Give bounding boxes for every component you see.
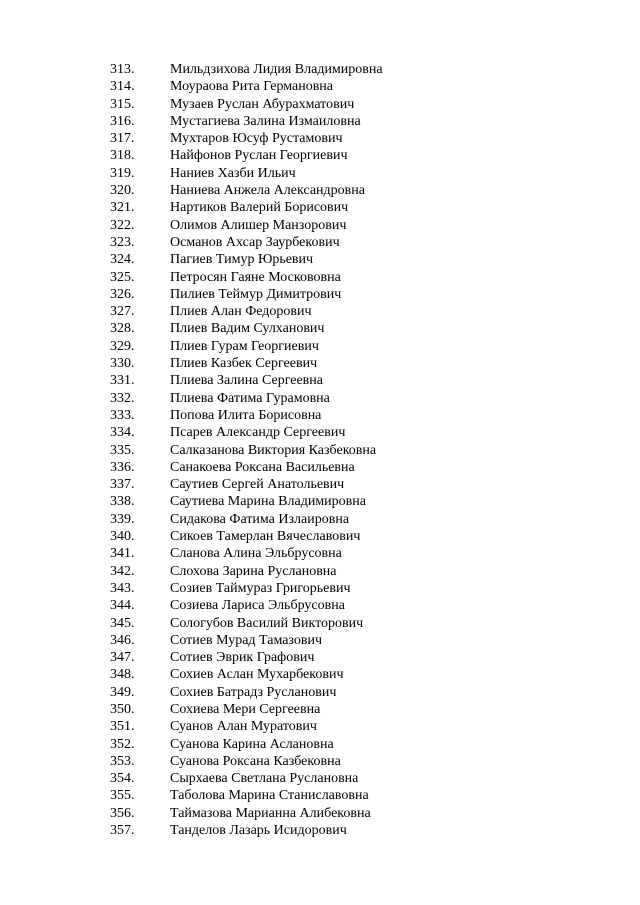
- list-item: [0, 684, 640, 701]
- entry-name: Танделов Лазарь Исидорович: [170, 823, 347, 839]
- entry-number: 323.: [110, 234, 135, 250]
- list-item: [0, 182, 640, 199]
- entry-number: 350.: [110, 701, 135, 717]
- list-item: [0, 286, 640, 303]
- entry-name: Санакоева Роксана Васильевна: [170, 459, 355, 475]
- entry-name: Сидакова Фатима Излаировна: [170, 511, 350, 527]
- entry-name: Плиев Алан Федорович: [170, 304, 312, 320]
- entry-name: Попова Илита Борисовна: [170, 407, 322, 423]
- list-item: [0, 666, 640, 683]
- list-item: [0, 736, 640, 753]
- entry-name: Плиев Вадим Сулханович: [170, 321, 325, 337]
- entry-number: 333.: [110, 407, 135, 423]
- entry-name: Мухтаров Юсуф Рустамович: [170, 131, 343, 147]
- entry-number: 340.: [110, 529, 135, 545]
- entry-name: Плиев Гурам Георгиевич: [170, 338, 319, 354]
- list-item: [0, 320, 640, 337]
- entry-name: Сохиев Аслан Мухарбекович: [170, 667, 344, 683]
- entry-number: 326.: [110, 286, 135, 302]
- entry-name: Таймазова Марианна Алибековна: [170, 805, 371, 821]
- entry-name: Найфонов Руслан Георгиевич: [170, 148, 348, 164]
- entry-number: 331.: [110, 373, 135, 389]
- list-item: [0, 615, 640, 632]
- entry-name: Салказанова Виктория Казбековна: [170, 442, 377, 458]
- list-item: [0, 632, 640, 649]
- entry-number: 321.: [110, 200, 135, 216]
- entry-number: 344.: [110, 598, 135, 614]
- list-item: [0, 269, 640, 286]
- entry-name: Олимов Алишер Манзорович: [170, 217, 347, 233]
- entry-number: 352.: [110, 736, 135, 752]
- entry-number: 356.: [110, 805, 135, 821]
- entry-number: 349.: [110, 684, 135, 700]
- list-item: [0, 649, 640, 666]
- entry-name: Сикоев Тамерлан Вячеславович: [170, 529, 361, 545]
- list-item: [0, 113, 640, 130]
- entry-number: 355.: [110, 788, 135, 804]
- entry-name: Сотиев Эврик Графович: [170, 650, 315, 666]
- entry-number: 325.: [110, 269, 135, 285]
- list-item: [0, 147, 640, 164]
- entry-number: 314.: [110, 79, 135, 95]
- list-item: [0, 61, 640, 78]
- list-item: [0, 130, 640, 147]
- list-item: [0, 701, 640, 718]
- list-item: [0, 355, 640, 372]
- list-item: [0, 563, 640, 580]
- list-item: [0, 476, 640, 493]
- entry-name: Нартиков Валерий Борисович: [170, 200, 349, 216]
- entry-number: 346.: [110, 632, 135, 648]
- entry-number: 348.: [110, 667, 135, 683]
- entry-number: 337.: [110, 477, 135, 493]
- entry-number: 342.: [110, 563, 135, 579]
- entry-name: Суанов Алан Муратович: [170, 719, 317, 735]
- list-item: [0, 424, 640, 441]
- entry-number: 336.: [110, 459, 135, 475]
- entry-number: 318.: [110, 148, 135, 164]
- entry-name: Наниева Анжела Александровна: [170, 183, 365, 199]
- entry-name: Пилиев Теймур Димитрович: [170, 286, 342, 302]
- entry-name: Сланова Алина Эльбрусовна: [170, 546, 342, 562]
- entry-name: Сохиев Батрадз Русланович: [170, 684, 337, 700]
- entry-name: Сырхаева Светлана Руслановна: [170, 771, 359, 787]
- entry-number: 324.: [110, 252, 135, 268]
- list-item: [0, 493, 640, 510]
- entry-number: 320.: [110, 183, 135, 199]
- entry-name: Сотиев Мурад Тамазович: [170, 632, 323, 648]
- entry-number: 338.: [110, 494, 135, 510]
- entry-name: Пагиев Тимур Юрьевич: [170, 252, 314, 268]
- entry-name: Музаев Руслан Абурахматович: [170, 96, 355, 112]
- entry-number: 329.: [110, 338, 135, 354]
- entry-name: Моураова Рита Германовна: [170, 79, 334, 95]
- entry-name: Петросян Гаяне Москововна: [170, 269, 341, 285]
- list-item: [0, 165, 640, 182]
- list-item: [0, 597, 640, 614]
- entry-number: 339.: [110, 511, 135, 527]
- entry-name: Наниев Хазби Ильич: [170, 165, 296, 181]
- list-item: [0, 251, 640, 268]
- list-item: [0, 459, 640, 476]
- list-item: [0, 96, 640, 113]
- entry-name: Слохова Зарина Руслановна: [170, 563, 337, 579]
- entry-name: Плиева Фатима Гурамовна: [170, 390, 330, 406]
- list-item: [0, 390, 640, 407]
- entry-number: 335.: [110, 442, 135, 458]
- list-item: [0, 770, 640, 787]
- list-item: [0, 78, 640, 95]
- entry-number: 330.: [110, 356, 135, 372]
- entry-number: 328.: [110, 321, 135, 337]
- entry-name: Плиев Казбек Сергеевич: [170, 356, 318, 372]
- list-item: [0, 511, 640, 528]
- entry-name: Созиев Таймураз Григорьевич: [170, 580, 351, 596]
- entry-name: Мустагиева Залина Измаиловна: [170, 113, 361, 129]
- entry-number: 334.: [110, 425, 135, 441]
- entry-name: Суанова Карина Аслановна: [170, 736, 334, 752]
- entry-number: 354.: [110, 771, 135, 787]
- entry-name: Саутиева Марина Владимировна: [170, 494, 366, 510]
- list-item: [0, 199, 640, 216]
- name-list: [0, 61, 640, 839]
- list-item: [0, 407, 640, 424]
- list-item: [0, 718, 640, 735]
- entry-name: Таболова Марина Станиславовна: [170, 788, 369, 804]
- entry-number: 322.: [110, 217, 135, 233]
- entry-name: Османов Ахсар Заурбекович: [170, 234, 340, 250]
- list-item: [0, 580, 640, 597]
- entry-number: 332.: [110, 390, 135, 406]
- entry-number: 347.: [110, 650, 135, 666]
- list-item: [0, 217, 640, 234]
- entry-number: 327.: [110, 304, 135, 320]
- list-item: [0, 753, 640, 770]
- entry-name: Сологубов Василий Викторович: [170, 615, 364, 631]
- list-item: [0, 822, 640, 839]
- entry-number: 345.: [110, 615, 135, 631]
- entry-number: 317.: [110, 131, 135, 147]
- list-item: [0, 234, 640, 251]
- entry-number: 319.: [110, 165, 135, 181]
- list-item: [0, 545, 640, 562]
- entry-name: Сохиева Мери Сергеевна: [170, 701, 321, 717]
- entry-number: 357.: [110, 823, 135, 839]
- entry-name: Саутиев Сергей Анатольевич: [170, 477, 345, 493]
- entry-number: 341.: [110, 546, 135, 562]
- entry-name: Плиева Залина Сергеевна: [170, 373, 324, 389]
- list-item: [0, 805, 640, 822]
- list-item: [0, 442, 640, 459]
- entry-name: Псарев Александр Сергеевич: [170, 425, 346, 441]
- list-item: [0, 372, 640, 389]
- entry-number: 351.: [110, 719, 135, 735]
- entry-number: 343.: [110, 580, 135, 596]
- entry-number: 315.: [110, 96, 135, 112]
- entry-number: 353.: [110, 753, 135, 769]
- entry-number: 316.: [110, 113, 135, 129]
- entry-name: Мильдзихова Лидия Владимировна: [170, 62, 383, 77]
- list-item: [0, 303, 640, 320]
- entry-name: Созиева Лариса Эльбрусовна: [170, 598, 345, 614]
- list-item: [0, 338, 640, 355]
- entry-number: 313.: [110, 62, 135, 77]
- entry-name: Суанова Роксана Казбековна: [170, 753, 341, 769]
- list-item: [0, 787, 640, 804]
- list-item: [0, 528, 640, 545]
